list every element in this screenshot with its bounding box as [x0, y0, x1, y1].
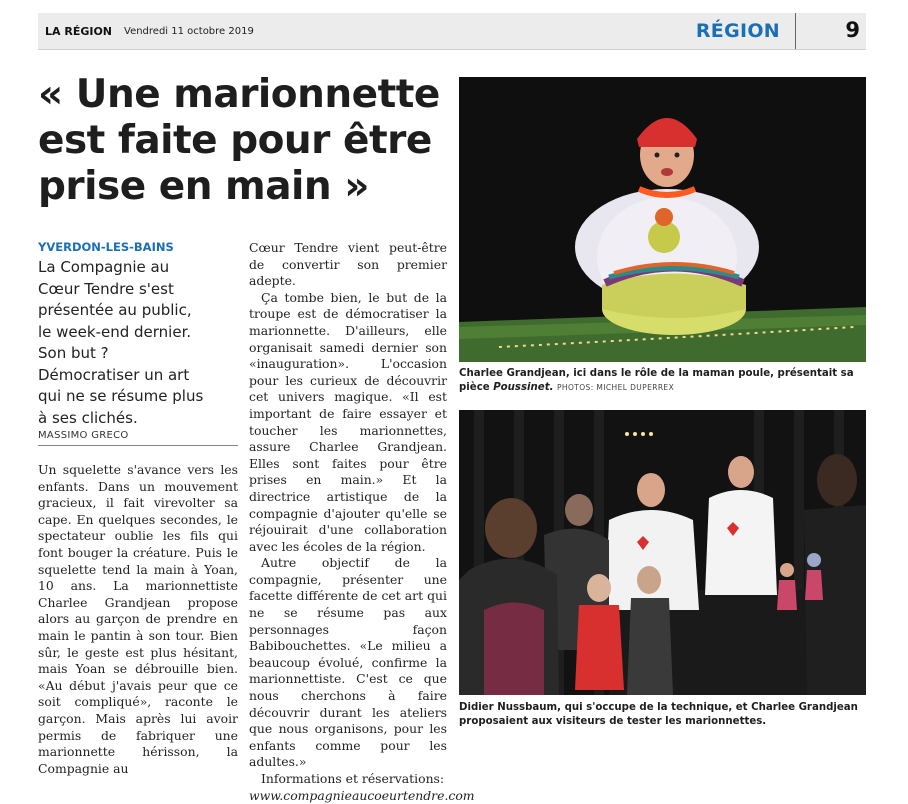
photo-caption-1 — [459, 367, 866, 395]
photo-caption-1-title: Poussinet. — [493, 382, 554, 393]
article-contact — [249, 771, 475, 804]
article-lead: La Compagnie au Cœur Tendre s'est présentée au public, le week-end dernier. Son but ? Démocratiser un art qui ne se résume plus à ses clichés. — [38, 258, 204, 427]
article-paragraph-1: Un squelette s'avance vers les enfants. Dans un mouvement gracieux, il fait virevolter sa cape. En quelques secondes, le spectateur oublie les fils qui font bouger la créature. Puis le squelette tend la main à Yoan, 10 ans. La marionnettiste Charlee Grandjean propose alors au garçon de prendre en main le pantin à son tour. Bien sûr, le geste est plus hésitant, mais Yoan se débrouille bien. «Au début j'avais peur que ce soit compliqué», raconte le garçon. Mais après lui avoir permis de fabriquer une marionnette hérisson, la Compagnie au — [38, 462, 238, 776]
photo-caption-1-text: Charlee Grandjean, ici dans le rôle de la maman poule, présentait sa pièce — [459, 368, 854, 393]
contact-label: Informations et réservations: — [261, 771, 445, 786]
page-header — [38, 13, 866, 50]
article-dateline: YVERDON-LES-BAINS — [38, 240, 174, 254]
article-column-1 — [38, 462, 238, 777]
photo-puppeteer-hen-image — [459, 77, 866, 362]
contact-url-link[interactable]: www.compagnieaucoeurtendre.com — [249, 787, 475, 803]
article-column-2 — [249, 240, 475, 804]
header-divider — [795, 13, 796, 49]
section-title: RÉGION — [695, 20, 780, 42]
article-paragraph-2: Cœur Tendre vient peut-être de convertir son premier adepte. — [249, 240, 447, 289]
article-paragraph-3: Ça tombe bien, le but de la troupe est de démocratiser la marionnette. D'ailleurs, elle organisait samedi dernier son «inauguration». L'occasion pour les curieux de découvrir cet univers magique. «Il est important de faire essayer et toucher les marionnettes, assure Charlee Grandjean. Elles sont faites pour être prises en main.» Et la directrice artistique de la compagnie d'ajouter qu'elle se réjouirait d'une collaboration avec les écoles de la région. — [249, 289, 447, 554]
photo-workshop-visitors — [459, 410, 866, 695]
photo-caption-2: Didier Nussbaum, qui s'occupe de la technique, et Charlee Grandjean proposaient aux visiteurs de tester les marionnettes. — [459, 702, 858, 727]
article-paragraph-4: Autre objectif de la compagnie, présenter une facette différente de cet art qui ne se résume pas aux personnages façon Babibouchettes. «Le milieu a beaucoup évolué, confirme la marionnettiste. C'est ce que nous cherchons à faire découvrir durant les ateliers que nous organisons, pour les enfants comme pour les adultes.» — [249, 555, 447, 770]
photo-puppeteer-hen — [459, 77, 866, 362]
photo-credit: PHOTOS: MICHEL DUPERREX — [557, 383, 675, 392]
article-headline: « Une marionnette est faite pour être prise en main » — [38, 72, 440, 209]
issue-date: Vendredi 11 octobre 2019 — [124, 26, 254, 37]
newspaper-name: LA RÉGION — [45, 25, 113, 38]
article-author: MASSIMO GRECO — [38, 430, 238, 446]
photo-workshop-visitors-image — [459, 410, 866, 695]
page-number: 9 — [845, 18, 860, 42]
